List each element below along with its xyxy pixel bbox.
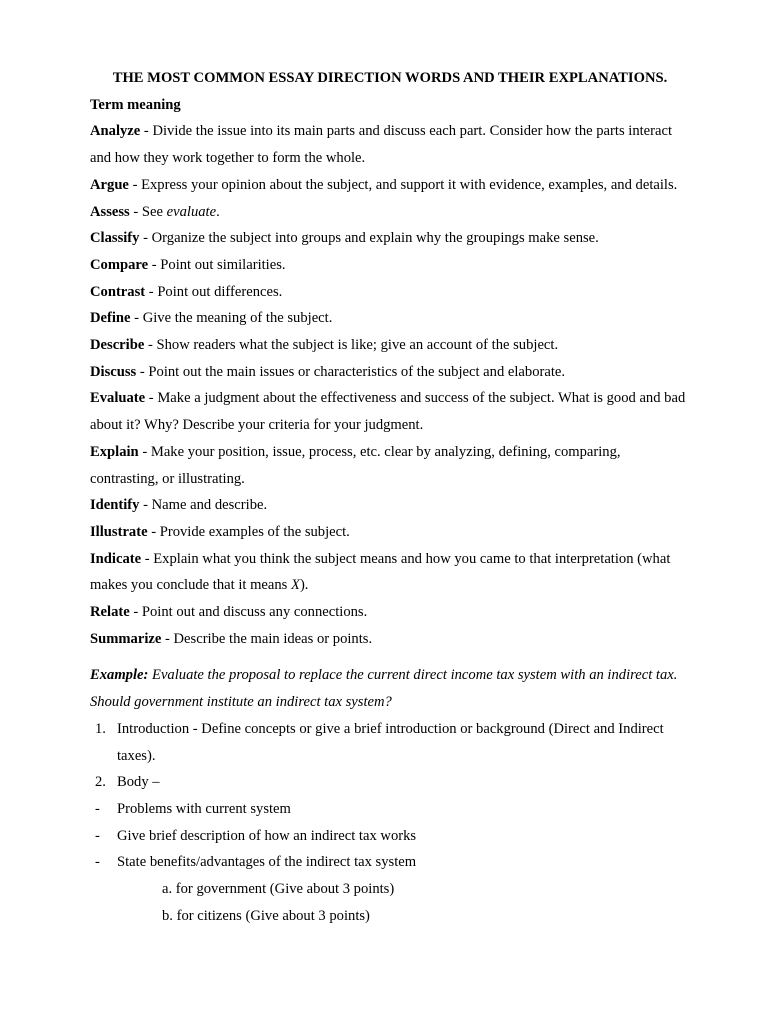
term-meaning-heading: Term meaning [90, 96, 181, 113]
essay-outline [90, 716, 690, 876]
outline-item [90, 796, 690, 823]
term-definition: Describe the main ideas or points. [173, 630, 373, 647]
term-word: Assess [90, 203, 130, 220]
term-entry: Analyze - Divide the issue into its main parts and discuss each part. Consider how the parts interact and how they work together to form the whole. [90, 123, 673, 167]
term-entry: Argue - Express your opinion about the subject, and support it with evidence, examples, and details. [90, 176, 678, 193]
term-word: Summarize [90, 630, 162, 647]
term-entry: Classify - Organize the subject into groups and explain why the groupings make sense. [90, 230, 599, 247]
term-entry: Discuss - Point out the main issues or characteristics of the subject and elaborate. [90, 363, 566, 380]
term-entry: Summarize - Describe the main ideas or points. [90, 630, 373, 647]
term-definition: See [141, 203, 167, 220]
term-entry: Illustrate - Provide examples of the subject. [90, 523, 350, 540]
term-word: Describe [90, 337, 145, 354]
term-definition: Make a judgment about the effectiveness and success of the subject. What is good and bad about it? Why? Describe your criteria for your judgment. [90, 390, 686, 434]
term-definition: Express your opinion about the subject, and support it with evidence, examples, and details. [141, 176, 678, 193]
term-definition: Show readers what the subject is like; give an account of the subject. [156, 337, 559, 354]
term-word: Indicate [90, 550, 142, 567]
outline-item [90, 823, 690, 850]
term-definition: Point out the main issues or characteristics of the subject and elaborate. [148, 363, 566, 380]
term-definition: Make your position, issue, process, etc. clear by analyzing, defining, comparing, contrasting, or illustrating. [90, 443, 621, 487]
term-word: Identify [90, 497, 140, 514]
term-word: Argue [90, 176, 129, 193]
document-content [90, 65, 690, 930]
list-marker: - [95, 854, 100, 871]
term-definition: Point out and discuss any connections. [141, 604, 368, 621]
outline-item [90, 849, 690, 876]
term-definition: Point out similarities. [160, 256, 286, 273]
term-entry: Describe - Show readers what the subject is like; give an account of the subject. [90, 337, 559, 354]
term-word: Illustrate [90, 523, 148, 540]
term-definition: Provide examples of the subject. [159, 523, 350, 540]
outline-text: Give brief description of how an indirect tax works [117, 827, 417, 844]
term-entry: Define - Give the meaning of the subject. [90, 310, 333, 327]
term-definition-italic: evaluate [166, 203, 217, 220]
sub-point: a. for government (Give about 3 points) [162, 881, 395, 898]
term-word: Analyze [90, 123, 141, 140]
example-question [90, 662, 690, 715]
list-marker: - [95, 800, 100, 817]
example-text: Evaluate the proposal to replace the current direct income tax system with an indirect tax. Should government institute an indirect tax system? [90, 667, 678, 711]
term-word: Classify [90, 230, 140, 247]
term-definition: Point out differences. [157, 283, 283, 300]
list-marker: - [95, 827, 100, 844]
term-entry: Contrast - Point out differences. [90, 283, 283, 300]
document-title: THE MOST COMMON ESSAY DIRECTION WORDS AND THEIR EXPLANATIONS. [112, 70, 668, 86]
term-entry: Indicate - Explain what you think the subject means and how you came to that interpretation (what makes you conclude that it means X). [90, 550, 671, 594]
term-word: Relate [90, 604, 130, 621]
term-word: Define [90, 310, 131, 327]
outline-text: Problems with current system [117, 800, 291, 817]
term-entry: Identify - Name and describe. [90, 497, 268, 514]
term-entry: Evaluate - Make a judgment about the effectiveness and success of the subject. What is good and bad about it? Why? Describe your criteria for your judgment. [90, 390, 686, 434]
term-definition: Name and describe. [151, 497, 268, 514]
outline-item [90, 769, 690, 796]
terms-list [90, 118, 690, 652]
term-entry: Explain - Make your position, issue, process, etc. clear by analyzing, defining, comparing, contrasting, or illustrating. [90, 443, 621, 487]
term-definition: Explain what you think the subject means and how you came to that interpretation (what makes you conclude that it means [90, 550, 671, 594]
term-definition: Give the meaning of the subject. [142, 310, 333, 327]
term-definition-italic: X [291, 577, 300, 594]
term-word: Discuss [90, 363, 137, 380]
term-word: Compare [90, 256, 149, 273]
sub-point: b. for citizens (Give about 3 points) [162, 907, 370, 924]
term-entry: Relate - Point out and discuss any connections. [90, 604, 368, 621]
term-entry: Assess - See evaluate. [90, 203, 220, 220]
list-marker: 1. [95, 720, 106, 737]
list-marker: 2. [95, 774, 106, 791]
term-word: Contrast [90, 283, 146, 300]
example-label: Example: [90, 667, 149, 684]
term-definition: Organize the subject into groups and explain why the groupings make sense. [151, 230, 599, 247]
outline-text: Body – [117, 774, 160, 791]
outline-item [90, 716, 690, 769]
term-word: Explain [90, 443, 139, 460]
term-entry: Compare - Point out similarities. [90, 256, 286, 273]
term-word: Evaluate [90, 390, 146, 407]
term-definition: Divide the issue into its main parts and discuss each part. Consider how the parts interact and how they work together to form the whole. [90, 123, 673, 167]
outline-text: State benefits/advantages of the indirect tax system [117, 854, 417, 871]
outline-text: Introduction - Define concepts or give a brief introduction or background (Direct and Indirect taxes). [117, 720, 664, 764]
